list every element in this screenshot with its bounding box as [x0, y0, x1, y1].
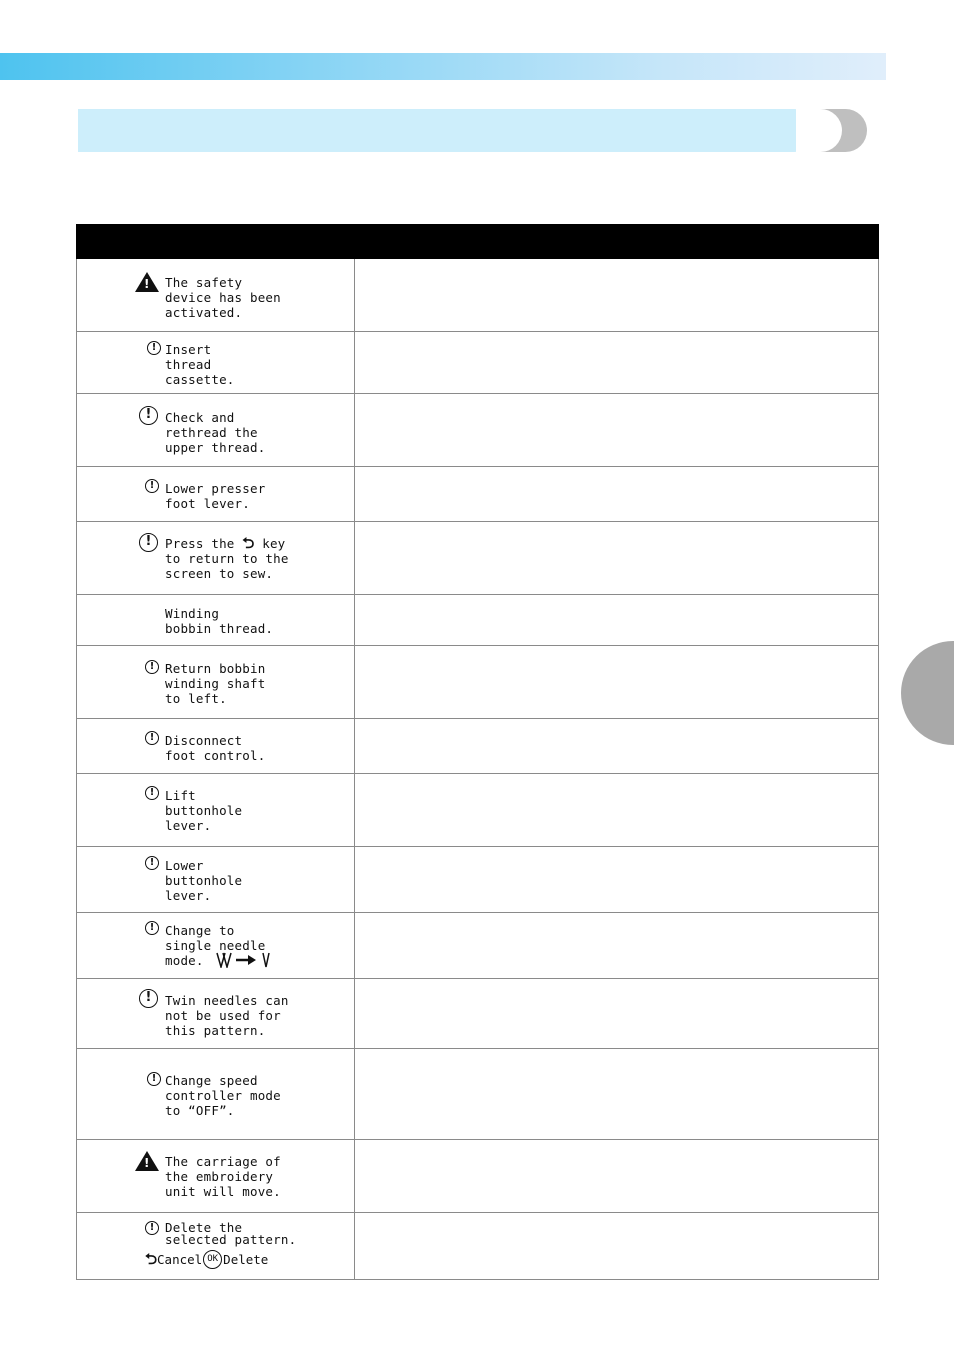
delete-label: Delete: [223, 1252, 269, 1267]
description-cell: [355, 774, 879, 847]
table-row: [77, 847, 879, 913]
header-cell-messages: [77, 225, 355, 259]
description-cell: [355, 719, 879, 774]
back-arrow-icon: ⮌: [242, 534, 255, 552]
lcd-message: to return to the screen to sew.: [165, 551, 289, 581]
alert-icon: !: [147, 1072, 161, 1086]
table-row: [77, 394, 879, 467]
table-row: [77, 774, 879, 847]
alert-icon: !: [145, 479, 159, 493]
table-row: [77, 595, 879, 646]
lcd-message: Delete the selected pattern.: [165, 1220, 297, 1247]
description-cell: [355, 595, 879, 646]
section-heading-bar: [78, 109, 816, 152]
table-row: [77, 522, 879, 595]
description-cell: [355, 847, 879, 913]
table-row: [77, 719, 879, 774]
description-cell: [355, 259, 879, 332]
alert-icon: !: [139, 533, 158, 552]
cancel-label: Cancel: [157, 1252, 203, 1267]
ok-button-icon: OK: [203, 1250, 222, 1269]
header-cell-description: [355, 225, 879, 259]
description-cell: [355, 913, 879, 979]
alert-icon: !: [145, 921, 159, 935]
lcd-message-part: Press the: [165, 536, 235, 551]
alert-icon: !: [145, 660, 159, 674]
warning-icon: [135, 272, 159, 292]
description-cell: [355, 522, 879, 595]
lcd-message: The safety device has been activated.: [165, 275, 281, 320]
lcd-message: Change speed controller mode to “OFF”.: [165, 1073, 281, 1118]
twin-to-single-needle-icon: [215, 952, 273, 968]
description-cell: [355, 332, 879, 394]
table-row: [77, 259, 879, 332]
lcd-message-part: key: [262, 536, 286, 551]
lcd-message: Winding bobbin thread.: [165, 606, 274, 636]
error-message-table: [76, 224, 879, 1280]
alert-icon: !: [145, 1221, 159, 1235]
alert-icon: !: [145, 856, 159, 870]
description-cell: [355, 1140, 879, 1213]
description-cell: [355, 979, 879, 1049]
description-cell: [355, 394, 879, 467]
lcd-message: Return bobbin winding shaft to left.: [165, 661, 266, 706]
alert-icon: !: [139, 989, 158, 1008]
back-arrow-icon: ⮌: [145, 1250, 158, 1268]
lcd-message: Lower buttonhole lever.: [165, 858, 243, 903]
lcd-message: Insert thread cassette.: [165, 342, 235, 387]
header-color-band: [0, 53, 886, 80]
alert-icon: !: [147, 341, 161, 355]
table-row: [77, 467, 879, 522]
lcd-message: Change to single needle mode.: [165, 923, 266, 968]
lcd-message: Twin needles can not be used for this pattern.: [165, 993, 289, 1038]
description-cell: [355, 467, 879, 522]
table-row: [77, 1049, 879, 1140]
section-heading-cap: [796, 109, 842, 152]
warning-icon: [135, 1151, 159, 1171]
lcd-message: Disconnect foot control.: [165, 733, 266, 763]
alert-icon: !: [145, 786, 159, 800]
table-row: [77, 1213, 879, 1280]
lcd-message: Lift buttonhole lever.: [165, 788, 243, 833]
table-header-row: [77, 225, 879, 259]
alert-icon: !: [139, 406, 158, 425]
lcd-message: Lower presser foot lever.: [165, 481, 266, 511]
table-row: [77, 979, 879, 1049]
table-row: [77, 646, 879, 719]
chapter-side-tab: [901, 641, 954, 745]
lcd-message: The carriage of the embroidery unit will move.: [165, 1154, 281, 1199]
table-row: [77, 1140, 879, 1213]
table-row: [77, 913, 879, 979]
alert-icon: !: [145, 731, 159, 745]
table-row: [77, 332, 879, 394]
description-cell: [355, 1049, 879, 1140]
lcd-message: Check and rethread the upper thread.: [165, 410, 266, 455]
description-cell: [355, 1213, 879, 1280]
description-cell: [355, 646, 879, 719]
